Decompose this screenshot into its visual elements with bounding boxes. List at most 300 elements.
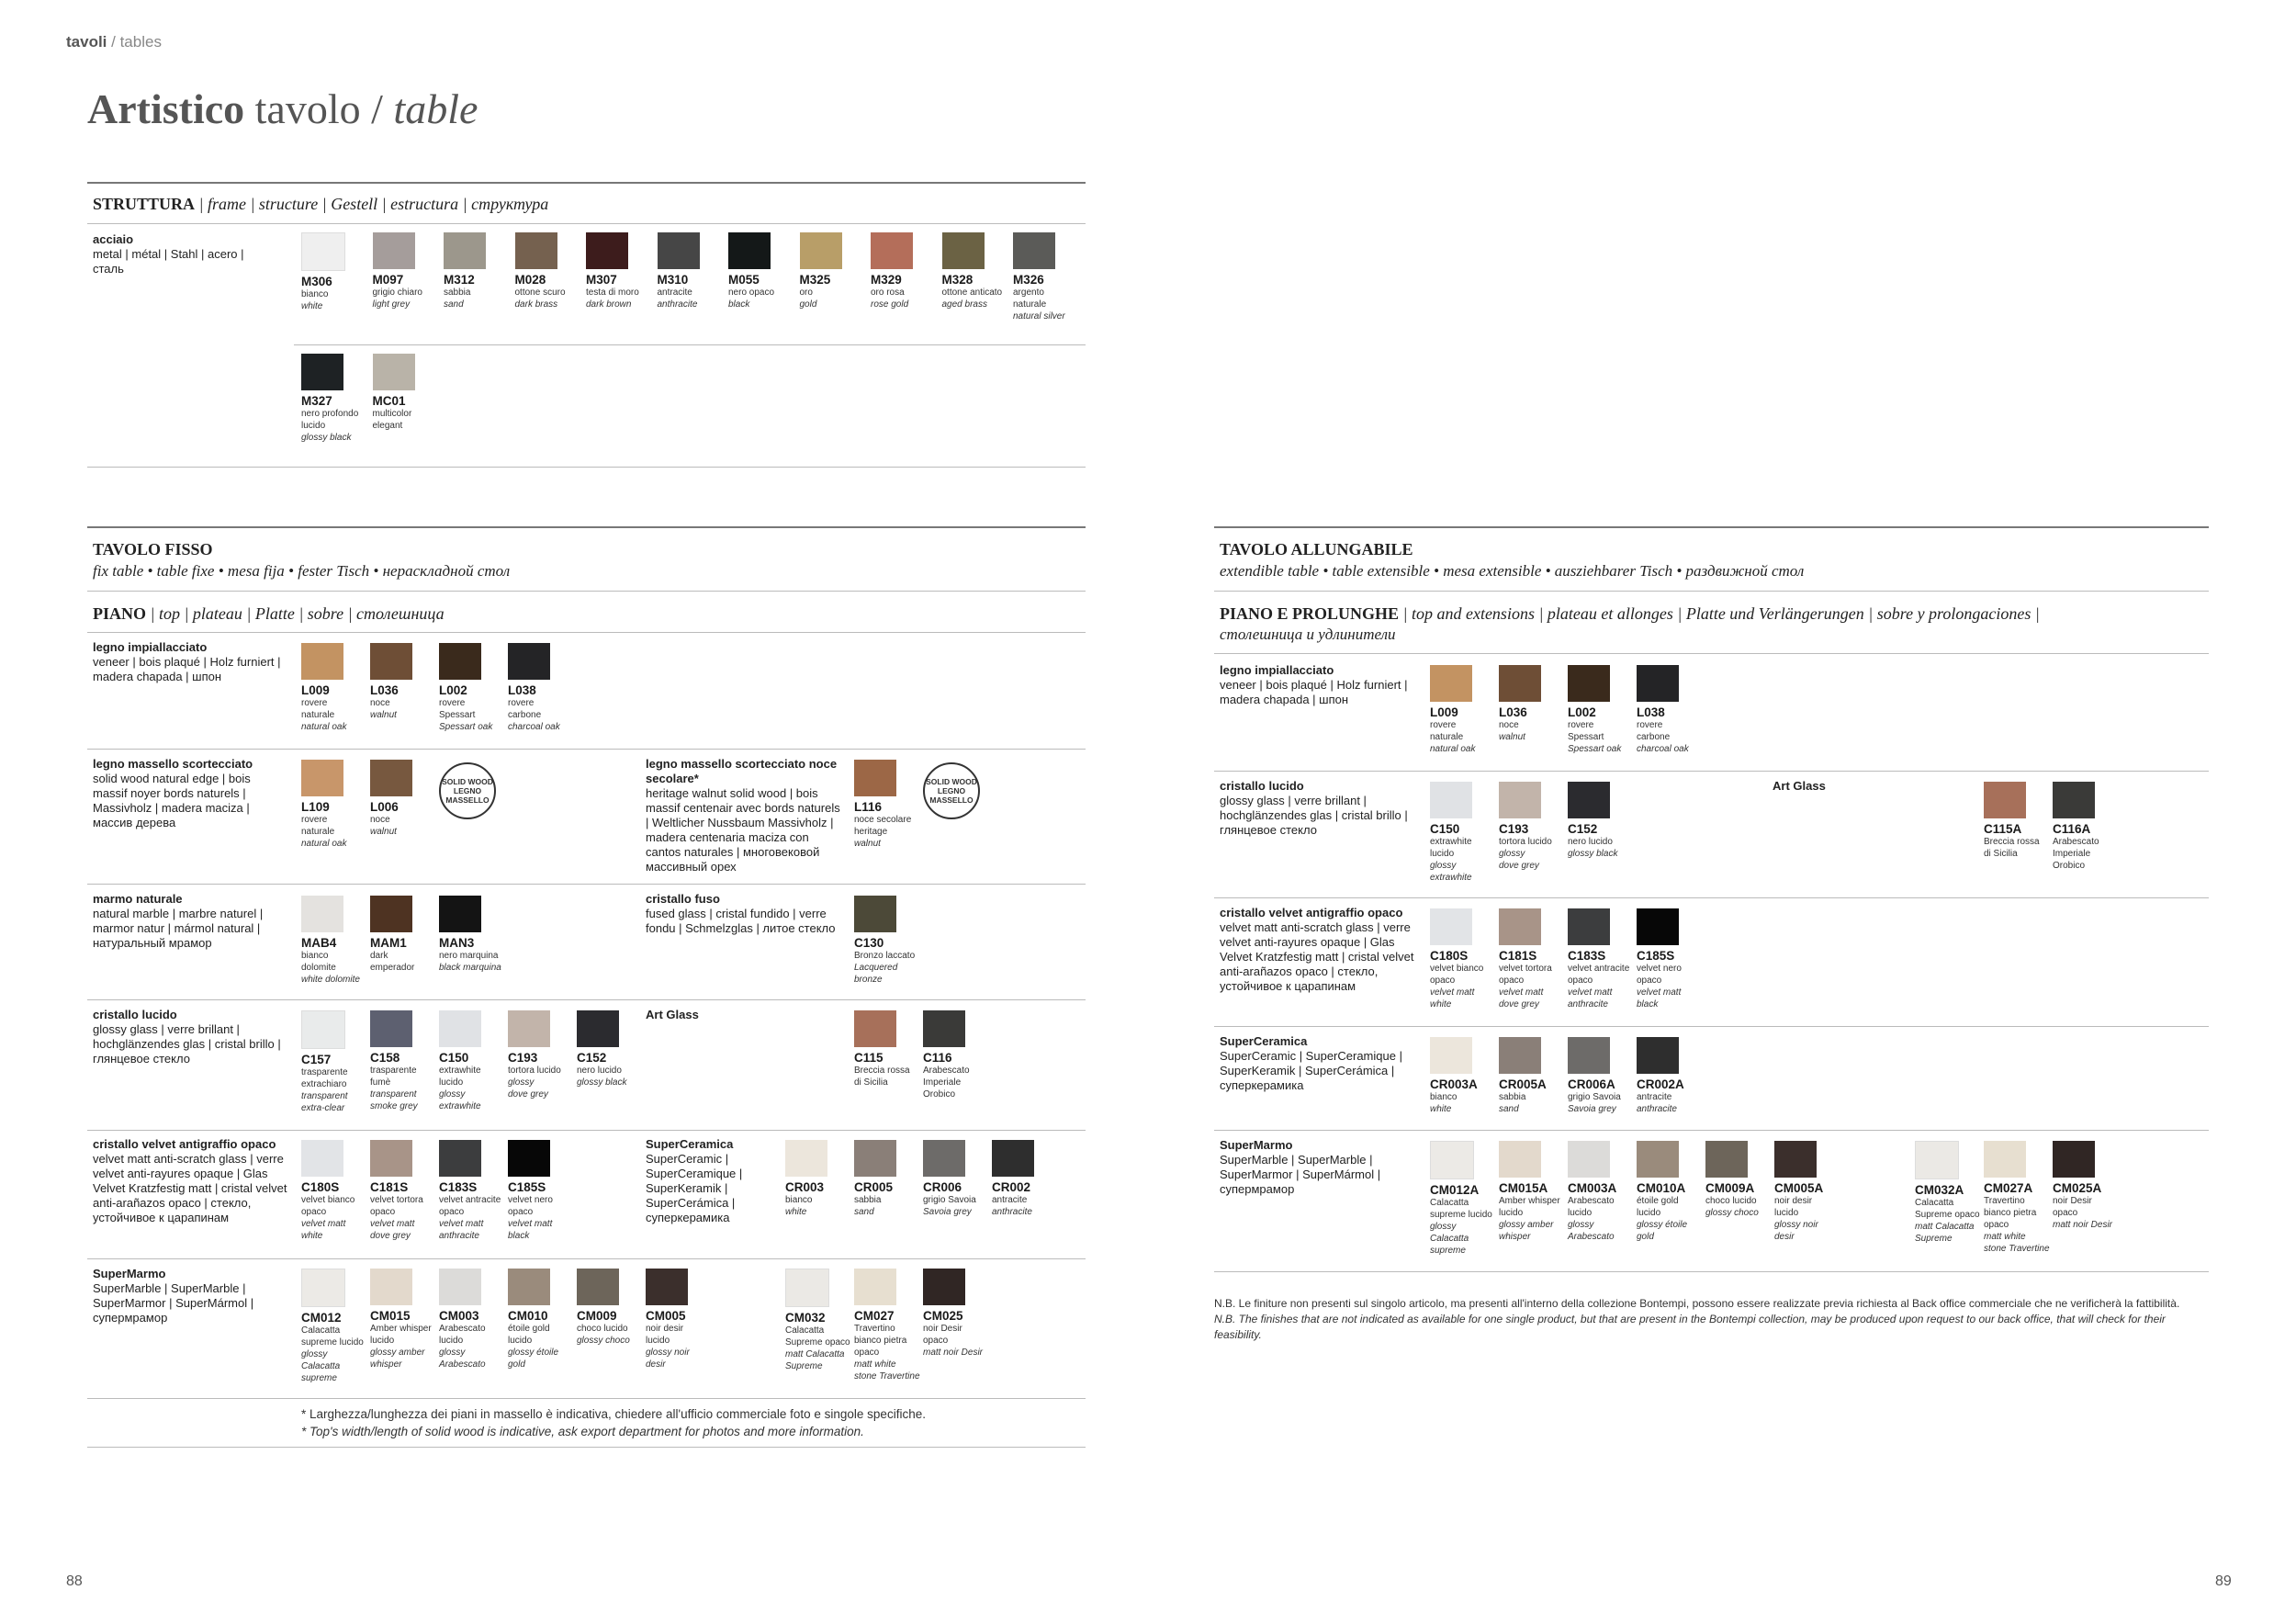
page-number-left: 88 xyxy=(66,1573,83,1589)
color-swatch xyxy=(785,1269,829,1307)
color-swatch xyxy=(370,643,412,680)
finish-swatch-item xyxy=(1499,908,1565,1010)
fisso-subheading: fix table • table fixe • mesa fija • fester Tisch • нераскладной стол xyxy=(93,562,511,580)
finish-name-it: extrawhite lucido xyxy=(1430,837,1472,859)
color-swatch xyxy=(373,354,415,390)
color-swatch xyxy=(301,1269,345,1307)
color-swatch xyxy=(854,1140,896,1177)
allungabile-superceramica-label xyxy=(1220,1034,1417,1093)
label-text: veneer | bois plaqué | Holz furniert | madera chapada | шпон xyxy=(93,655,281,683)
finish-name-it: Arabescato lucido xyxy=(1568,1196,1615,1218)
allungabile-lucido-label xyxy=(1220,779,1417,838)
color-swatch xyxy=(439,1140,481,1177)
finish-code: C150 xyxy=(439,1051,469,1065)
allungabile-subheading: extendible table • table extensible • mesa extensible • ausziehbarer Tisch • раздвижной стол xyxy=(1220,562,1805,580)
finish-code: C116A xyxy=(2053,822,2091,836)
finish-swatch-item xyxy=(370,1140,436,1242)
color-swatch xyxy=(586,232,628,269)
finish-name-en: white xyxy=(1430,1104,1452,1114)
finish-code: CR006A xyxy=(1568,1077,1615,1091)
fisso-veneer-label xyxy=(93,640,290,684)
struttura-heading xyxy=(93,195,548,214)
finish-swatch-item xyxy=(854,1140,920,1218)
color-swatch xyxy=(2053,782,2095,818)
label-text: SuperCeramic | SuperCeramique | SuperKeramik | SuperCerámica | суперкерамика xyxy=(1220,1049,1402,1092)
finish-code: C157 xyxy=(301,1053,332,1066)
finish-code: L036 xyxy=(1499,705,1527,719)
color-swatch xyxy=(1499,1141,1541,1178)
divider xyxy=(87,632,1086,633)
finish-name-it: rovere carbone xyxy=(1637,720,1671,742)
finish-name-en: dark brown xyxy=(586,299,632,310)
finish-code: CM027A xyxy=(1984,1181,2033,1195)
color-swatch xyxy=(439,1269,481,1305)
finish-swatch-item xyxy=(1499,1141,1565,1243)
finish-name-en: natural oak xyxy=(1430,744,1476,754)
color-swatch xyxy=(508,1010,550,1047)
finish-code: CM015A xyxy=(1499,1181,1548,1195)
finish-swatch-item xyxy=(439,1140,505,1242)
finish-swatch-item xyxy=(1637,665,1703,755)
finish-code: CM025A xyxy=(2053,1181,2102,1195)
finish-name-it: rovere Spessart xyxy=(1568,720,1604,742)
color-swatch xyxy=(854,896,896,932)
finish-swatch-item xyxy=(646,1269,712,1370)
finish-swatch-item xyxy=(854,1269,920,1382)
label-bold: legno impiallacciato xyxy=(93,640,208,654)
finish-swatch-item xyxy=(1774,1141,1840,1243)
finish-name-it: tortora lucido xyxy=(1499,837,1552,847)
finish-swatch-item xyxy=(373,232,439,310)
label-bold: SuperMarmo xyxy=(1220,1138,1293,1152)
color-swatch xyxy=(301,896,343,932)
fisso-solid-noce-label xyxy=(646,757,840,874)
finish-name-it: Breccia rossa di Sicilia xyxy=(1984,837,2040,859)
fisso-solid-label xyxy=(93,757,263,830)
finish-name-en: velvet matt black xyxy=(1637,987,1682,1009)
color-swatch xyxy=(923,1140,965,1177)
finish-swatch-item xyxy=(785,1140,851,1218)
label-text: metal | métal | Stahl | acero | сталь xyxy=(93,247,244,276)
color-swatch xyxy=(854,1269,896,1305)
finish-name-en: glossy étoile gold xyxy=(508,1348,559,1370)
label-bold: Art Glass xyxy=(646,1008,699,1021)
label-bold: SuperCeramica xyxy=(646,1137,734,1151)
finish-name-it: multicolor elegant xyxy=(372,409,412,431)
finish-swatch-item xyxy=(1568,665,1634,755)
color-swatch xyxy=(439,643,481,680)
finish-swatch-item xyxy=(785,1269,851,1372)
finish-swatch-item xyxy=(1013,232,1079,322)
color-swatch xyxy=(1430,1141,1474,1179)
finish-name-en: glossy dove grey xyxy=(508,1077,548,1100)
finish-swatch-item xyxy=(444,232,510,310)
color-swatch xyxy=(646,1269,688,1305)
finish-name-en: Spessart oak xyxy=(1568,744,1622,754)
finish-name-en: anthracite xyxy=(657,299,698,310)
finish-name-en: transparent smoke grey xyxy=(370,1089,418,1111)
label-bold: legno massello scortecciato xyxy=(93,757,253,771)
finish-code: M028 xyxy=(514,273,546,287)
finish-code: CM003 xyxy=(439,1309,479,1323)
finish-swatch-item xyxy=(1984,1141,2050,1255)
finish-swatch-item xyxy=(854,896,920,986)
finish-name-en: velvet matt dove grey xyxy=(370,1219,415,1241)
finish-name-it: ottone scuro xyxy=(514,288,566,298)
divider xyxy=(294,344,1086,345)
label-text: velvet matt anti-scratch glass | verre velvet anti-rayures opaque | Glas Velvet Kratzfestig matt | cristal velvet anti-arañazos opaco | стекло, устойчивое к царапинам xyxy=(93,1152,287,1224)
finish-name-en: velvet matt anthracite xyxy=(439,1219,484,1241)
finish-name-en: walnut xyxy=(1499,732,1525,742)
finish-code: M310 xyxy=(657,273,689,287)
color-swatch xyxy=(301,1010,345,1049)
fisso-supermarmo-label xyxy=(93,1267,276,1325)
finish-name-it: grigio Savoia xyxy=(1568,1092,1621,1102)
piano-rest: | top | plateau | Platte | sobre | столешница xyxy=(146,604,445,623)
label-bold: acciaio xyxy=(93,232,134,246)
divider xyxy=(87,182,1086,184)
finish-name-en: glossy Calacatta supreme xyxy=(1430,1222,1469,1256)
finish-swatch-item xyxy=(508,1010,574,1100)
finish-name-it: Bronzo laccato xyxy=(854,951,916,961)
finish-swatch-item xyxy=(1499,1037,1565,1115)
color-swatch xyxy=(1499,1037,1541,1074)
finish-swatch-item xyxy=(1984,782,2050,860)
struttura-label xyxy=(93,232,276,276)
finish-name-en: rose gold xyxy=(871,299,909,310)
fisso-lucido-label xyxy=(93,1008,290,1066)
finish-name-en: natural oak xyxy=(301,722,347,732)
finish-name-en: matt white stone Travertine xyxy=(854,1359,920,1382)
divider xyxy=(1214,591,2209,592)
nb-en: N.B. The finishes that are not indicated as available for one single product, but that are present in the Bontempi collection, may be produced upon request to our back office, that will check for their feasibility. xyxy=(1214,1313,2166,1341)
finish-code: MAN3 xyxy=(439,936,475,950)
finish-name-it: velvet nero opaco xyxy=(508,1195,553,1217)
divider xyxy=(87,1258,1086,1259)
finish-code: C130 xyxy=(854,936,884,950)
color-swatch xyxy=(515,232,557,269)
finish-name-it: Arabescato Imperiale Orobico xyxy=(923,1066,970,1100)
finish-code: CM012 xyxy=(301,1311,342,1325)
finish-name-it: Calacatta Supreme opaco xyxy=(785,1325,850,1348)
finish-name-it: bianco xyxy=(785,1195,813,1205)
finish-name-it: antracite xyxy=(992,1195,1028,1205)
finish-name-en: matt white stone Travertine xyxy=(1984,1232,2050,1254)
allungabile-veneer-label xyxy=(1220,663,1417,707)
label-bold: cristallo fuso xyxy=(646,892,720,906)
finish-name-en: glossy noir desir xyxy=(646,1348,690,1370)
finish-code: CR002 xyxy=(992,1180,1031,1194)
finish-name-en: white xyxy=(301,301,323,311)
finish-name-en: charcoal oak xyxy=(1637,744,1689,754)
finish-name-en: velvet matt black xyxy=(508,1219,553,1241)
finish-name-en: matt Calacatta Supreme xyxy=(1915,1222,1975,1244)
color-swatch xyxy=(370,1010,412,1047)
finish-swatch-item xyxy=(301,896,367,986)
divider xyxy=(87,749,1086,750)
finish-name-it: nero profondo lucido xyxy=(301,409,359,431)
finish-swatch-item xyxy=(439,643,505,733)
allungabile-piano-heading xyxy=(1220,604,2040,624)
finish-name-en: light grey xyxy=(372,299,411,310)
finish-code: CM027 xyxy=(854,1309,895,1323)
finish-name-en: glossy dove grey xyxy=(1499,849,1539,871)
finish-name-it: rovere naturale xyxy=(1430,720,1464,742)
finish-name-it: étoile gold lucido xyxy=(1637,1196,1679,1218)
label-text: SuperMarble | SuperMarble | SuperMarmor | SuperMármol | супермрамор xyxy=(93,1281,254,1325)
page-number-right: 89 xyxy=(2215,1573,2232,1589)
finish-swatch-item xyxy=(370,760,436,838)
finish-name-en: gold xyxy=(799,299,817,310)
color-swatch xyxy=(1499,782,1541,818)
color-swatch xyxy=(1430,782,1472,818)
finish-name-en: glossy Calacatta supreme xyxy=(301,1349,341,1383)
finish-name-en: dark brass xyxy=(514,299,558,310)
finish-name-en: glossy black xyxy=(577,1077,627,1088)
allungabile-piano-heading-2: столешница и удлинители xyxy=(1220,626,1396,643)
finish-code: M055 xyxy=(728,273,760,287)
finish-name-it: Calacatta Supreme opaco xyxy=(1915,1198,1980,1220)
piano-bold: PIANO xyxy=(93,604,146,623)
finish-code: M097 xyxy=(372,273,404,287)
finish-name-en: anthracite xyxy=(992,1207,1032,1217)
finish-name-en: matt noir Desir xyxy=(2053,1220,2113,1230)
divider xyxy=(1214,526,2209,528)
finish-name-it: oro rosa xyxy=(871,288,905,298)
divider xyxy=(87,591,1086,592)
label-text: glossy glass | verre brillant | hochglänzendes glas | cristal brillo | глянцевое стекло xyxy=(93,1022,281,1066)
fisso-piano-heading xyxy=(93,604,445,624)
finish-name-it: noce xyxy=(370,698,390,708)
finish-name-en: glossy choco xyxy=(1705,1208,1759,1218)
color-swatch xyxy=(577,1010,619,1047)
divider xyxy=(1214,1130,2209,1131)
finish-name-it: antracite xyxy=(657,288,692,298)
finish-name-it: nero marquina xyxy=(439,951,499,961)
finish-swatch-item xyxy=(1430,665,1496,755)
finish-name-it: Travertino bianco pietra opaco xyxy=(1984,1196,2037,1230)
color-swatch xyxy=(1568,782,1610,818)
fisso-fuso-label xyxy=(646,892,848,936)
finish-name-it: noce xyxy=(370,815,390,825)
color-swatch xyxy=(854,760,896,796)
finish-swatch-item xyxy=(508,1140,574,1242)
color-swatch xyxy=(854,1010,896,1047)
color-swatch xyxy=(370,1140,412,1177)
color-swatch xyxy=(1430,665,1472,702)
finish-name-en: glossy black xyxy=(301,433,352,443)
fisso-velvet-label xyxy=(93,1137,290,1225)
finish-code: CR003A xyxy=(1430,1077,1478,1091)
color-swatch xyxy=(785,1140,827,1177)
finish-swatch-item xyxy=(1568,1037,1634,1115)
page-title xyxy=(87,85,478,133)
finish-name-it: extrawhite lucido xyxy=(439,1066,481,1088)
note-en: * Top's width/length of solid wood is indicative, ask export department for photos and more information. xyxy=(301,1425,864,1438)
color-swatch xyxy=(658,232,700,269)
label-bold: SuperMarmo xyxy=(93,1267,166,1280)
finish-swatch-item xyxy=(1568,782,1634,860)
label-bold: marmo naturale xyxy=(93,892,183,906)
finish-swatch-item xyxy=(370,896,436,974)
color-swatch xyxy=(1774,1141,1817,1178)
finish-code: C115 xyxy=(854,1051,884,1065)
color-swatch xyxy=(508,1140,550,1177)
color-swatch xyxy=(577,1269,619,1305)
label-bold: SuperCeramica xyxy=(1220,1034,1308,1048)
finish-code: L002 xyxy=(1568,705,1596,719)
color-swatch xyxy=(923,1010,965,1047)
finish-swatch-item xyxy=(508,643,574,733)
piano-rest: | top and extensions | plateau et allonges | Platte und Verlängerungen | sobre y prolongaciones | xyxy=(1399,604,2040,623)
breadcrumb-current: tavoli xyxy=(66,33,107,51)
finish-name-it: nero lucido xyxy=(577,1066,622,1076)
finish-swatch-item xyxy=(1430,908,1496,1010)
label-bold: cristallo velvet antigraffio opaco xyxy=(1220,906,1403,919)
finish-swatch-item xyxy=(1637,1141,1703,1243)
finish-code: C185S xyxy=(508,1180,546,1194)
finish-code: CM025 xyxy=(923,1309,963,1323)
color-swatch xyxy=(301,1140,343,1177)
finish-code: CM015 xyxy=(370,1309,411,1323)
finish-code: M306 xyxy=(301,275,332,288)
finish-name-en: walnut xyxy=(854,839,881,849)
finish-name-en: glossy extrawhite xyxy=(1430,861,1472,883)
piano-bold: PIANO E PROLUNGHE xyxy=(1220,604,1400,623)
finish-swatch-item xyxy=(1499,782,1565,872)
finish-name-it: velvet bianco opaco xyxy=(1430,964,1484,986)
finish-code: C181S xyxy=(370,1180,409,1194)
finish-code: MAM1 xyxy=(370,936,407,950)
color-swatch xyxy=(2053,1141,2095,1178)
finish-name-it: velvet antracite opaco xyxy=(439,1195,501,1217)
label-bold: cristallo lucido xyxy=(1220,779,1304,793)
finish-name-en: walnut xyxy=(370,710,397,720)
finish-name-en: sand xyxy=(444,299,464,310)
color-swatch xyxy=(301,232,345,271)
finish-name-it: rovere carbone xyxy=(508,698,542,720)
finish-swatch-item xyxy=(1568,1141,1634,1243)
finish-name-it: bianco xyxy=(301,289,329,299)
color-swatch xyxy=(1915,1141,1959,1179)
finish-code: C183S xyxy=(439,1180,478,1194)
finish-name-en: glossy extrawhite xyxy=(439,1089,481,1111)
finish-name-it: dark emperador xyxy=(370,951,415,973)
finish-code: CR003 xyxy=(785,1180,825,1194)
finish-name-it: tortora lucido xyxy=(508,1066,561,1076)
allungabile-heading xyxy=(1220,540,1413,559)
finish-name-it: Travertino bianco pietra opaco xyxy=(854,1324,907,1358)
finish-name-en: sand xyxy=(854,1207,874,1217)
finish-code: MAB4 xyxy=(301,936,337,950)
finish-code: L109 xyxy=(301,800,330,814)
finish-code: M325 xyxy=(799,273,831,287)
struttura-heading-rest: | frame | structure | Gestell | estructura | структура xyxy=(195,195,549,213)
finish-code: L009 xyxy=(301,683,330,697)
finish-code: CR002A xyxy=(1637,1077,1684,1091)
finish-code: C180S xyxy=(1430,949,1469,963)
label-text: veneer | bois plaqué | Holz furniert | madera chapada | шпон xyxy=(1220,678,1408,706)
finish-code: L038 xyxy=(1637,705,1665,719)
finish-name-it: Arabescato lucido xyxy=(439,1324,486,1346)
divider xyxy=(87,884,1086,885)
finish-name-en: natural oak xyxy=(301,839,347,849)
fisso-marmo-label xyxy=(93,892,276,951)
color-swatch xyxy=(1984,782,2026,818)
finish-name-it: Breccia rossa di Sicilia xyxy=(854,1066,910,1088)
color-swatch xyxy=(439,1010,481,1047)
finish-name-it: nero opaco xyxy=(728,288,775,298)
divider xyxy=(87,223,1086,224)
finish-name-it: oro xyxy=(799,288,813,298)
label-text: heritage walnut solid wood | bois massif centenair avec bords naturels | Weltlicher Nussbaum Massivholz | madera centenaria maciza con cantos naturales | многовековой массивный орех xyxy=(646,786,840,874)
fisso-heading-text: TAVOLO FISSO xyxy=(93,540,213,558)
color-swatch xyxy=(444,232,486,269)
finish-swatch-item xyxy=(439,1269,505,1370)
finish-name-it: argento naturale xyxy=(1013,288,1047,310)
finish-name-en: glossy amber whisper xyxy=(1499,1220,1554,1242)
color-swatch xyxy=(1637,1037,1679,1074)
label-bold: legno impiallacciato xyxy=(1220,663,1334,677)
finish-name-en: black xyxy=(728,299,750,310)
fisso-heading xyxy=(93,540,213,559)
finish-swatch-item xyxy=(301,1010,367,1114)
color-swatch xyxy=(373,232,415,269)
finish-name-en: transparent extra-clear xyxy=(301,1091,348,1113)
finish-swatch-item xyxy=(301,1140,367,1242)
finish-code: CR005 xyxy=(854,1180,894,1194)
finish-name-it: Arabescato Imperiale Orobico xyxy=(2053,837,2099,871)
color-swatch xyxy=(439,896,481,932)
finish-name-it: bianco dolomite xyxy=(301,951,336,973)
finish-name-en: glossy étoile gold xyxy=(1637,1220,1688,1242)
divider xyxy=(1214,1271,2209,1272)
breadcrumb-rest: / tables xyxy=(107,33,162,51)
finish-code: M327 xyxy=(301,394,332,408)
color-swatch xyxy=(1568,665,1610,702)
finish-name-en: natural silver xyxy=(1013,311,1065,321)
finish-code: C152 xyxy=(577,1051,607,1065)
divider xyxy=(1214,1026,2209,1027)
divider xyxy=(87,1130,1086,1131)
finish-swatch-item xyxy=(577,1269,643,1347)
color-swatch xyxy=(301,643,343,680)
divider xyxy=(87,1447,1086,1448)
finish-code: C158 xyxy=(370,1051,400,1065)
finish-name-en: glossy black xyxy=(1568,849,1618,859)
color-swatch xyxy=(1637,665,1679,702)
finish-code: CM012A xyxy=(1430,1183,1480,1197)
color-swatch xyxy=(1430,1037,1472,1074)
finish-code: CM003A xyxy=(1568,1181,1617,1195)
finish-name-en: Savoia grey xyxy=(1568,1104,1616,1114)
finish-swatch-item xyxy=(1430,782,1496,884)
finish-name-en: glossy Arabescato xyxy=(439,1348,486,1370)
finish-code: C185S xyxy=(1637,949,1675,963)
color-swatch xyxy=(1499,665,1541,702)
finish-swatch-item xyxy=(439,1010,505,1112)
finish-name-en: white xyxy=(785,1207,807,1217)
finish-name-it: Amber whisper lucido xyxy=(370,1324,432,1346)
divider xyxy=(87,526,1086,528)
divider xyxy=(87,467,1086,468)
finish-swatch-item xyxy=(1568,908,1634,1010)
finish-swatch-item xyxy=(515,232,581,310)
finish-code: CM005A xyxy=(1774,1181,1824,1195)
finish-swatch-item xyxy=(854,760,920,850)
color-swatch xyxy=(508,643,550,680)
label-bold: Art Glass xyxy=(1773,779,1826,793)
